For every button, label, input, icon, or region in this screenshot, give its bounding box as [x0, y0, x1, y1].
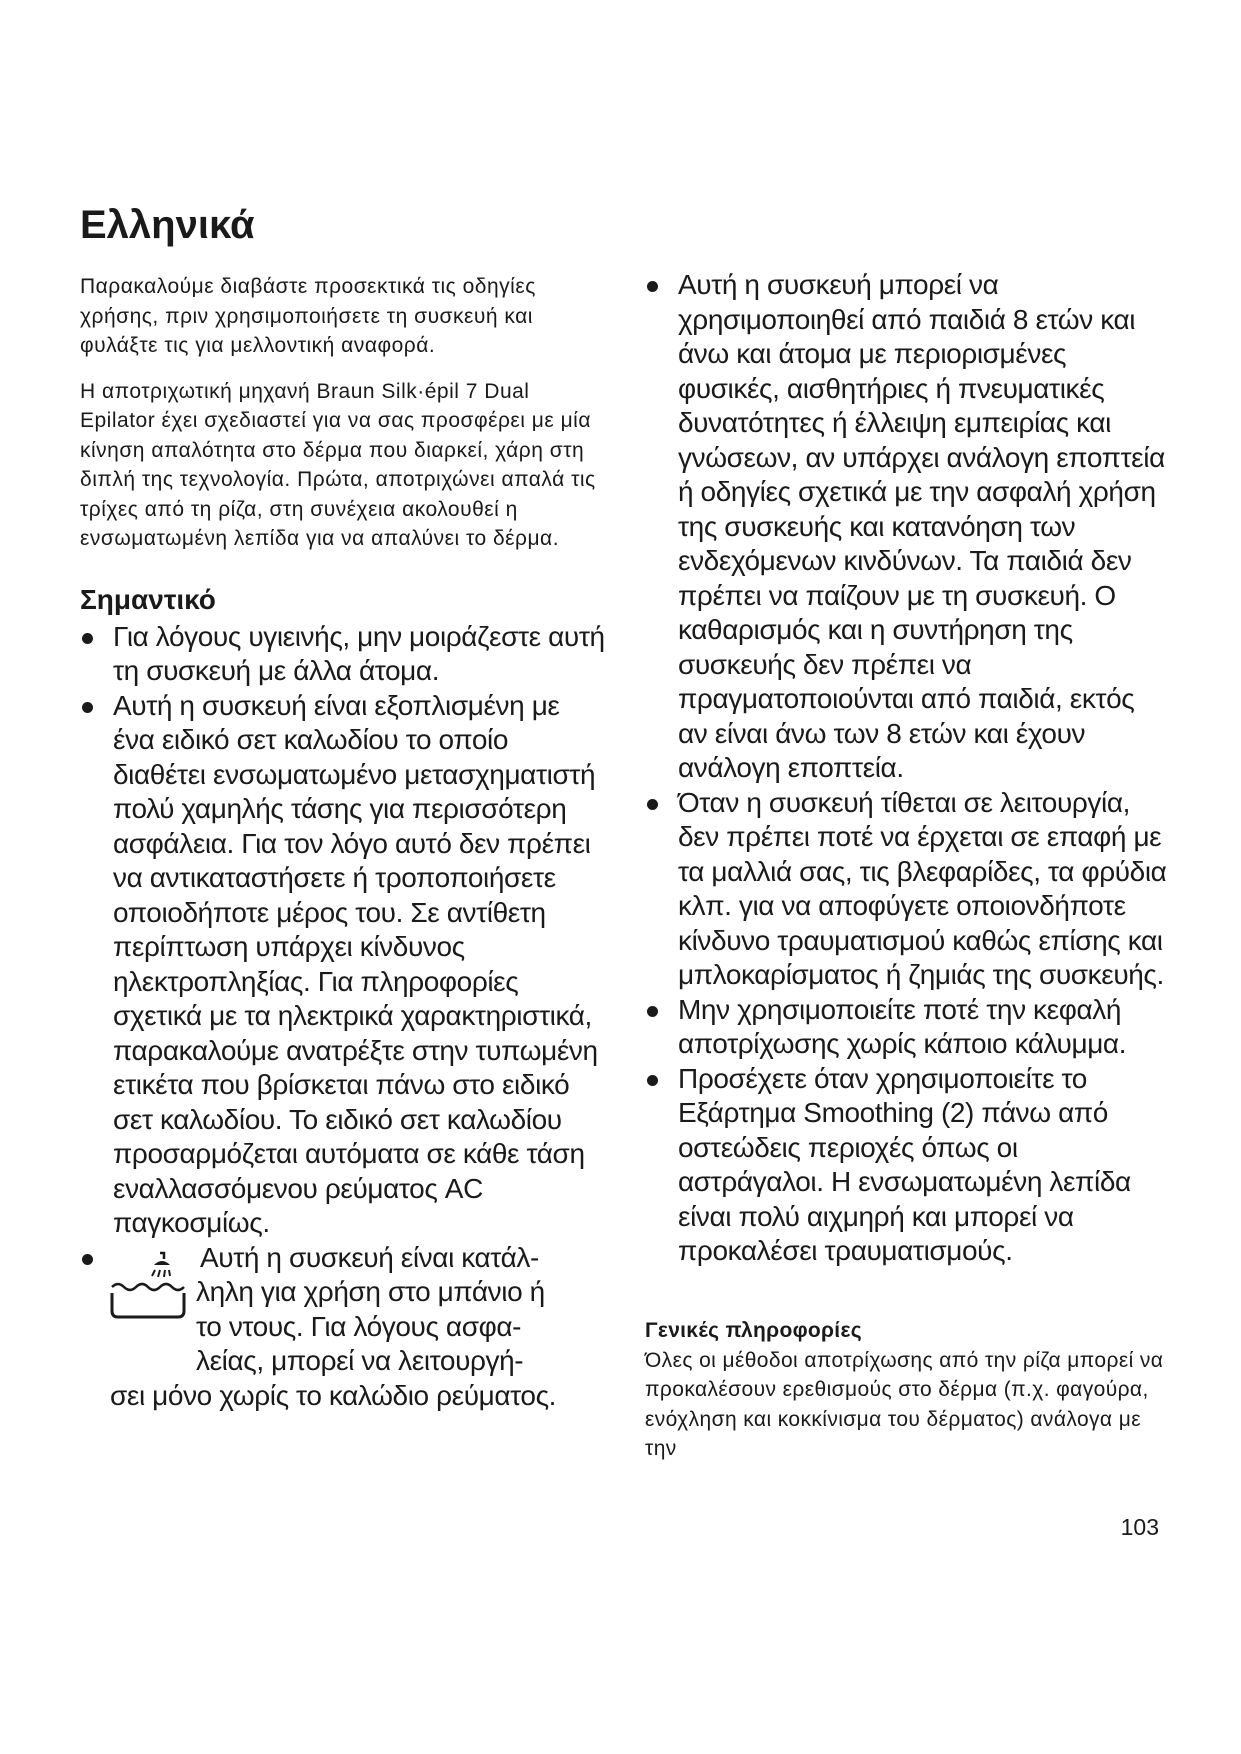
list-item: [80, 689, 605, 1241]
important-list-continued: [645, 268, 1170, 1269]
bath-text-line: Αυτή η συσκευή είναι κατάλ-: [200, 1241, 539, 1273]
bullet-icon: [647, 799, 658, 810]
important-list: [80, 620, 605, 1414]
bath-text-line: το ντους. Για λόγους ασφα-: [196, 1310, 522, 1342]
intro: [80, 272, 605, 554]
bullet-icon: [647, 1075, 658, 1086]
bullet-icon: [647, 1006, 658, 1017]
bath-text-line: ληλη για χρήση στο μπάνιο ή: [196, 1276, 545, 1307]
general-paragraph: Όλες οι μέθοδοι αποτρίχωσης από την ρίζα μπορεί να προκαλέσουν ερεθισμούς στο δέρμα (π.χ. φαγούρα, ενόχληση και κοκκίνισμα του δέρματος) ανάλογα με την: [645, 1348, 1164, 1460]
left-column: [80, 272, 605, 1413]
section-heading-important: Σημαντικό: [80, 583, 216, 615]
list-item-text: Αυτή η συσκευή είναι εξοπλισμένη με ένα ειδικό σετ καλωδίου το οποίο διαθέτει ενσωματωμένο μετασχηματιστή πολύ χαμηλής τάσης για περισσότερη ασφάλεια. Για τον λόγο αυτό δεν πρέπει να αντικαταστήσετε ή τροποποιήσετε οποιοδήποτε μέρος του. Σε αντίθετη περίπτωση υπάρχει κίνδυνος ηλεκτροπληξίας. Για πληροφορίες σχετικά με τα ηλεκτρικά χαρακτηριστικά, παρακαλούμε ανατρέξτε στην τυπωμένη ετικέτα που βρίσκεται πάνω στο ειδικό σετ καλωδίου. Το ειδικό σετ καλωδίου προσαρμόζεται αυτόματα σε κάθε τάση εναλλασσόμενου ρεύματος AC παγκοσμίως.: [113, 689, 598, 1238]
bath-text-line: σει μόνο χωρίς το καλώδιο ρεύματος.: [110, 1379, 557, 1411]
list-item-text: Μην χρησιμοποιείτε ποτέ την κεφαλή αποτρίχωσης χωρίς κάποιο κάλυμμα.: [678, 993, 1127, 1059]
bullet-icon: [82, 633, 93, 644]
intro-paragraph: Παρακαλούμε διαβάστε προσεκτικά τις οδηγίες χρήσης, πριν χρησιμοποιήσετε τη συσκευή και φυλάξτε τις για μελλοντική αναφορά.: [80, 275, 536, 357]
list-item-text: Προσέχετε όταν χρησιμοποιείτε το Εξάρτημα Smoothing (2) πάνω από οστεώδεις περιοχές όπως οι αστράγαλοι. Η ενσωματωμένη λεπίδα είναι πολύ αιχμηρή και μπορεί να προκαλέσει τραυματισμούς.: [678, 1062, 1131, 1266]
list-item: [645, 993, 1170, 1062]
bathtub-shower-icon: [108, 1249, 188, 1321]
list-item-bath: [80, 1241, 605, 1414]
list-item-text: Αυτή η συσκευή μπορεί να χρησιμοποιηθεί από παιδιά 8 ετών και άνω και άτομα με περιορισμένες φυσικές, αισθητήριες ή πνευματικές δυνατότητες ή έλλειψη εμπειρίας και γνώσεων, αν υπάρχει ανάλογη εποπτεία ή οδηγίες σχετικά με την ασφαλή χρήση της συσκευής και κατανόηση των ενδεχόμενων κινδύνων. Τα παιδιά δεν πρέπει να παίζουν με τη συσκευή. Ο καθαρισμός και η συντήρηση της συσκευής δεν πρέπει να πραγματοποιούνται από παιδιά, εκτός αν είναι άνω των 8 ετών και έχουν ανάλογη εποπτεία.: [678, 269, 1165, 783]
page-number: 103: [1120, 1514, 1159, 1540]
right-column: [645, 268, 1170, 1464]
list-item: [645, 268, 1170, 786]
list-item: [645, 786, 1170, 993]
bullet-icon: [82, 1254, 93, 1265]
intro-paragraph: Η αποτριχωτική μηχανή Braun Silk·épil 7 Dual Epilator έχει σχεδιαστεί για να σας προσφέρει με μία κίνηση απαλότητα στο δέρμα που διαρκεί, χάρη στη διπλή της τεχνολογία. Πρώτα, αποτριχώνει απαλά τις τρίχες από τη ρίζα, στη συνέχεια ακολουθεί η ενσωματωμένη λεπίδα για να απαλύνει το δέρμα.: [80, 379, 596, 550]
bath-text-line: λείας, μπορεί να λειτουργή-: [196, 1345, 524, 1376]
section-heading-general: Γενικές πληροφορίες: [645, 1318, 862, 1342]
bullet-icon: [647, 281, 658, 292]
list-item-text: Για λόγους υγιεινής, μην μοιράζεστε αυτή τη συσκευή με άλλα άτομα.: [113, 620, 605, 686]
page-title: Ελληνικά: [80, 203, 255, 247]
list-item: [645, 1062, 1170, 1269]
list-item-text: Όταν η συσκευή τίθεται σε λειτουργία, δεν πρέπει ποτέ να έρχεται σε επαφή με τα μαλλιά σας, τις βλεφαρίδες, τα φρύδια κλπ. για να αποφύγετε οποιονδήποτε κίνδυνο τραυματισμού καθώς επίσης και μπλοκαρίσματος ή ζημιάς της συσκευής.: [678, 786, 1167, 990]
bullet-icon: [82, 702, 93, 713]
list-item: [80, 620, 605, 689]
